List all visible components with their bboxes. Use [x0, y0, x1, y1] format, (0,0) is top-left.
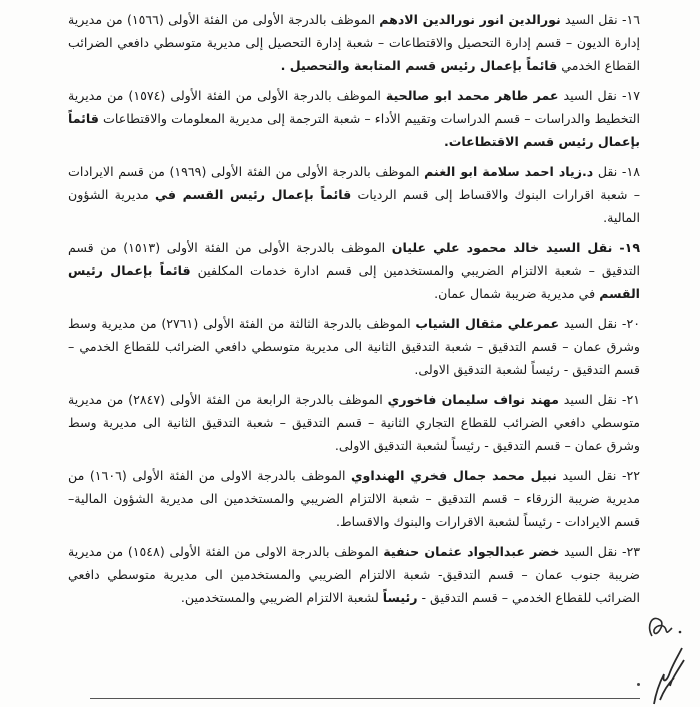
employee-name: مهند نواف سليمان فاخوري — [387, 392, 559, 407]
list-item — [68, 312, 640, 381]
item-text: ٢٢- نقل السيد — [556, 468, 641, 483]
item-text: في مديرية ضريبة شمال عمان. — [434, 286, 600, 301]
ink-mark — [637, 683, 640, 686]
assignment-text: قائماً بإعمال رئيس القسم — [68, 263, 640, 301]
employee-name: د.زياد احمد سلامة ابو الغنم — [424, 164, 594, 179]
item-text: الموظف بالدرجة الأولى من الفئة الأولى (١٥٦٦) من مديرية إدارة الديون – قسم إدارة التحصيل والاقتطاعات – شعبة إدارة التحصيل إلى مديرية متوسطي دافعي الضرائب القطاع الخدمي — [68, 12, 640, 73]
item-text: ٢١- نقل السيد — [558, 392, 640, 407]
item-text: الموظف بالدرجة الاولى من الفئة الأولى (١٦٠٦) من مديرية ضريبة الزرقاء – قسم التدقيق – شعبة الالتزام الضريبي والمستخدمين الى مديرية الشؤون المالية– قسم الايرادات - رئيساً لشعبة الاقرارات والبنوك والاقساط. — [68, 468, 640, 529]
list-item — [68, 160, 640, 229]
assignment-text: قائماً بإعمال رئيس قسم الاقتطاعات. — [68, 111, 640, 149]
item-text: ٢٣- نقل السيد — [559, 544, 641, 559]
item-text: الموظف بالدرجة الرابعة من الفئة الأولى (٢٨٤٧) من مديرية متوسطي دافعي الضرائب للقطاع التجاري الثانية – قسم التدقيق – شعبة التدقيق الثانية الى مديرية وسط وشرق عمان – قسم التدقيق - رئيساً لشعبة التدقيق الاولى. — [68, 392, 640, 453]
item-text: ٢٠- نقل السيد — [559, 316, 640, 331]
item-text: مديرية الشؤون المالية. — [68, 187, 640, 225]
list-item — [68, 388, 640, 457]
item-text: الموظف بالدرجة الأولى من الفئة الأولى (١٩٦٩) من قسم الايرادات – شعبة اقرارات البنوك والاقساط إلى قسم الرديات — [68, 164, 640, 202]
employee-name: عمرعلي مثقال الشياب — [415, 316, 560, 331]
assignment-text: قائماً بإعمال رئيس القسم في — [154, 187, 352, 202]
employee-name: نبيل محمد جمال فخري الهنداوي — [351, 468, 557, 483]
employee-name: عمر طاهر محمد ابو صالحية — [385, 88, 559, 103]
signature-initials-icon — [644, 612, 700, 707]
list-item — [68, 84, 640, 153]
item-text: الموظف بالدرجة الأولى من الفئة الأولى (١٥٧٤) من مديرية التخطيط والدراسات – قسم الدراسات وتقييم الأداء – شعبة الترجمة إلى مديرية المعلومات والاقتطاعات — [68, 88, 640, 126]
employee-name: خالد محمود علي عليان — [391, 240, 540, 255]
assignment-text: قائماً بإعمال رئيس قسم المتابعة والتحصيل . — [280, 58, 558, 73]
employee-name: نورالدين انور نورالدين الادهم — [379, 12, 561, 27]
item-text: ١٨- نقل — [593, 164, 641, 179]
list-item — [68, 464, 640, 533]
assignment-text: رئيساً — [382, 590, 418, 605]
document-body — [68, 8, 640, 616]
employee-name: خضر عبدالجواد عثمان حنفية — [383, 544, 560, 559]
list-item — [68, 236, 640, 305]
list-item — [68, 8, 640, 77]
list-item — [68, 540, 640, 609]
item-text: ١٧- نقل السيد — [558, 88, 641, 103]
bottom-divider — [90, 698, 640, 699]
item-text: لشعبة الالتزام الضريبي والمستخدمين. — [180, 590, 383, 605]
item-text: الموظف بالدرجة الأولى من الفئة الأولى (١٥١٣) من قسم التدقيق – شعبة الالتزام الضريبي والمستخدمين إلى قسم ادارة خدمات المكلفين — [68, 240, 640, 278]
item-text: ١٩- نقل السيد — [539, 240, 641, 255]
item-text: الموظف بالدرجة الاولى من الفئة الأولى (١٥٤٨) من مديرية ضريبة جنوب عمان – قسم التدقيق- شعبة الالتزام الضريبي والمستخدمين الى مديرية متوسطي دافعي الضرائب للقطاع الخدمي – قسم التدقيق - — [68, 544, 640, 605]
item-text: الموظف بالدرجة الثالثة من الفئة الأولى (٢٧٦١) من مديرية وسط وشرق عمان – قسم التدقيق – شعبة التدقيق الثانية الى مديرية متوسطي دافعي الضرائب للقطاع الخدمي – قسم التدقيق - رئيساً لشعبة التدقيق الاولى. — [68, 316, 640, 377]
item-text: ١٦- نقل السيد — [560, 12, 641, 27]
